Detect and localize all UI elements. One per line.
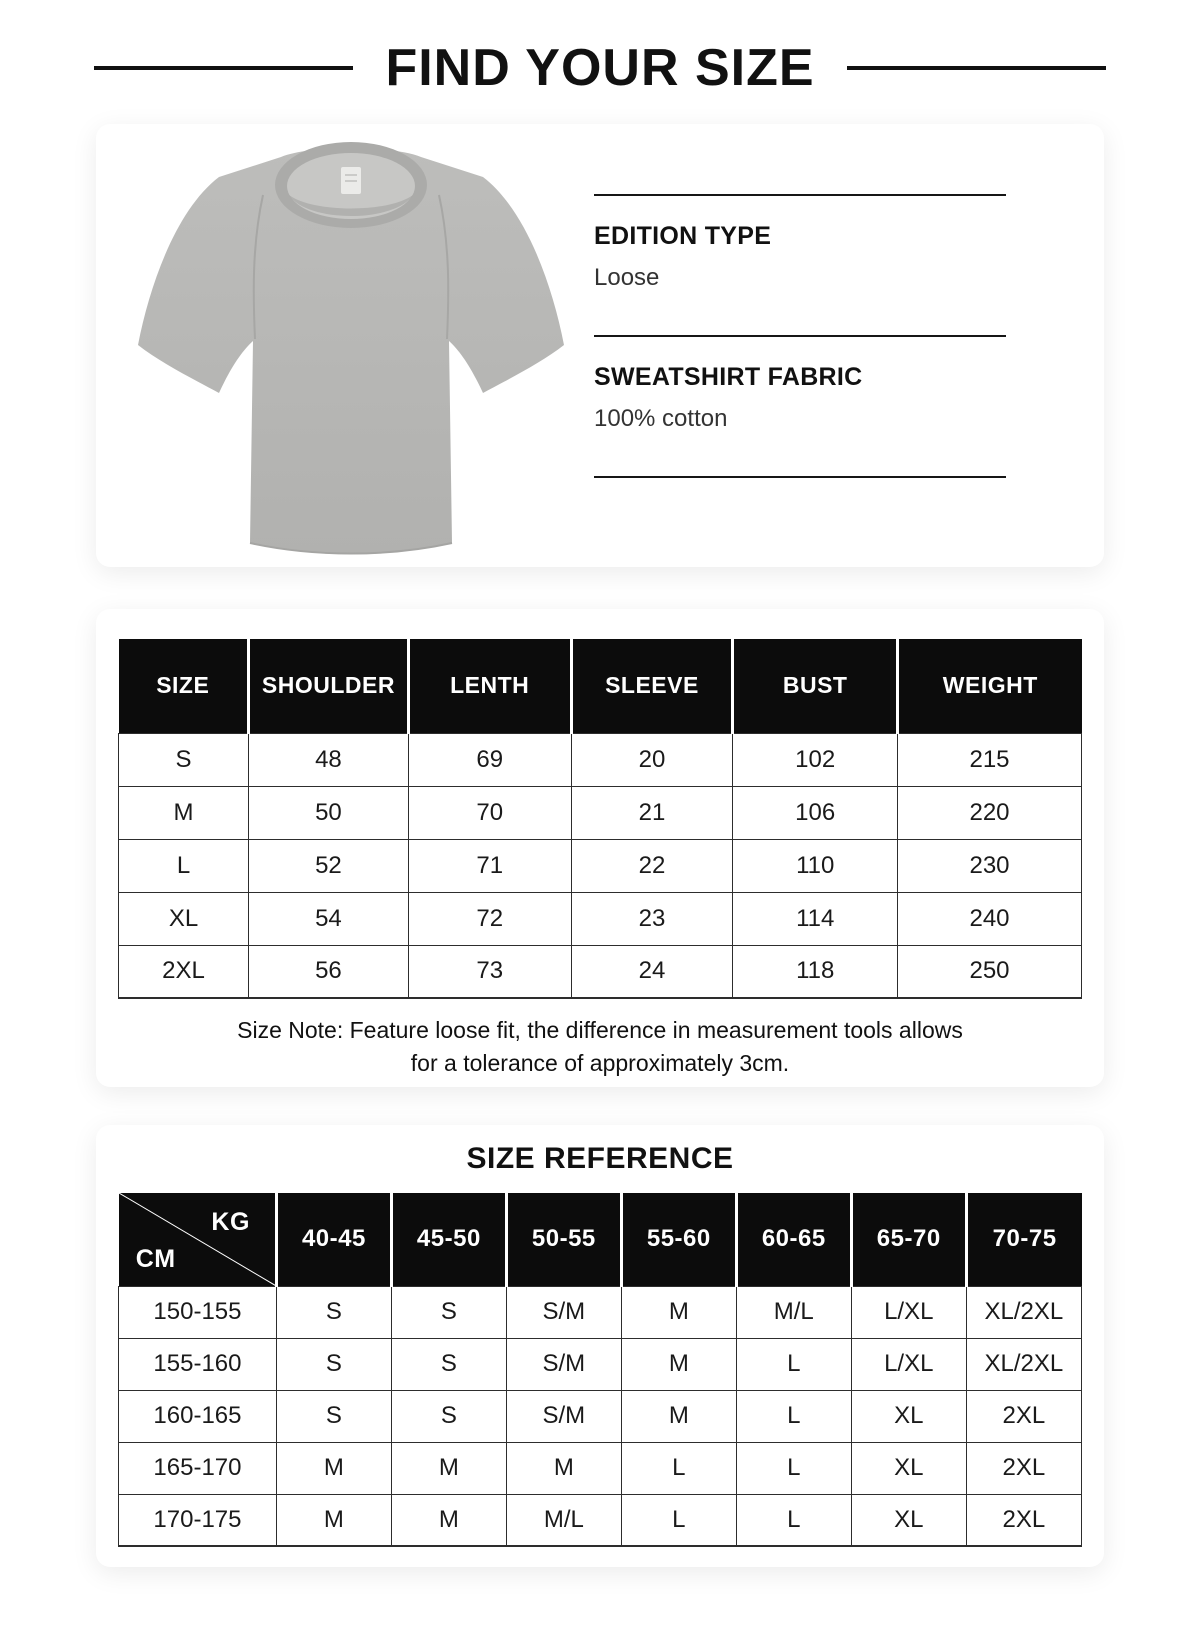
table-cell: 50 [249, 786, 409, 839]
spec-value: 100% cotton [594, 405, 728, 432]
table-row [119, 892, 1082, 945]
table-cell: 72 [408, 892, 571, 945]
table-cell: 21 [571, 786, 733, 839]
size-reference-card [96, 1125, 1104, 1567]
table-cell: M [276, 1442, 391, 1494]
table-cell: 48 [249, 733, 409, 786]
size-reference-title: SIZE REFERENCE [466, 1142, 734, 1175]
table-cell: S [119, 733, 249, 786]
col-header-bust: BUST [733, 639, 898, 733]
table-cell: S [276, 1390, 391, 1442]
spec-divider [594, 476, 1006, 478]
table-cell: 2XL [966, 1390, 1081, 1442]
table-row [119, 786, 1082, 839]
table-cell: 70 [408, 786, 571, 839]
spec-edition-type [594, 196, 1006, 335]
col-header-weight: WEIGHT [898, 639, 1082, 733]
size-reference-table [118, 1193, 1082, 1547]
table-cell: 114 [733, 892, 898, 945]
table-cell: 2XL [119, 945, 249, 998]
table-cell: 24 [571, 945, 733, 998]
table-cell: 71 [408, 839, 571, 892]
table-cell: 215 [898, 733, 1082, 786]
table-cell: XL [851, 1442, 966, 1494]
table-cell: M/L [736, 1286, 851, 1338]
corner-cm-label: CM [135, 1245, 176, 1274]
table-cell: L [119, 839, 249, 892]
reference-header-row [119, 1193, 1082, 1286]
table-row [119, 1390, 1082, 1442]
col-header-lenth: LENTH [408, 639, 571, 733]
table-cell: 52 [249, 839, 409, 892]
table-row [119, 1442, 1082, 1494]
table-row [119, 839, 1082, 892]
table-cell: L [736, 1494, 851, 1546]
size-table [118, 639, 1082, 999]
table-cell: 250 [898, 945, 1082, 998]
product-card [96, 124, 1104, 567]
table-cell: M [119, 786, 249, 839]
col-header-weight-range: 55-60 [621, 1193, 736, 1286]
table-cell: 230 [898, 839, 1082, 892]
table-cell: 102 [733, 733, 898, 786]
table-cell: L [736, 1338, 851, 1390]
page-title-row [94, 38, 1106, 98]
table-cell: M [391, 1442, 506, 1494]
table-row [119, 1494, 1082, 1546]
table-cell: 54 [249, 892, 409, 945]
col-header-sleeve: SLEEVE [571, 639, 733, 733]
table-cell: S [276, 1286, 391, 1338]
table-cell: 73 [408, 945, 571, 998]
table-cell: 106 [733, 786, 898, 839]
table-cell: L/XL [851, 1338, 966, 1390]
table-cell: S [391, 1390, 506, 1442]
size-note-line1: Size Note: Feature loose fit, the difference in measurement tools allows [237, 1017, 963, 1043]
spec-value: Loose [594, 264, 660, 291]
table-cell: M [621, 1338, 736, 1390]
spec-label: SWEATSHIRT FABRIC [594, 363, 863, 391]
row-label-height-range: 150-155 [119, 1286, 277, 1338]
table-row [119, 1338, 1082, 1390]
table-cell: S/M [506, 1286, 621, 1338]
table-cell: XL/2XL [966, 1338, 1081, 1390]
table-cell: 23 [571, 892, 733, 945]
size-table-header-row [119, 639, 1082, 733]
table-cell: XL [851, 1494, 966, 1546]
size-table-card [96, 609, 1104, 1087]
col-header-weight-range: 50-55 [506, 1193, 621, 1286]
table-cell: 2XL [966, 1494, 1081, 1546]
col-header-size: SIZE [119, 639, 249, 733]
tshirt-image [131, 133, 571, 558]
table-cell: M [621, 1286, 736, 1338]
corner-kg-label: KG [211, 1207, 250, 1236]
col-header-weight-range: 40-45 [276, 1193, 391, 1286]
col-header-weight-range: 65-70 [851, 1193, 966, 1286]
size-note [118, 1014, 1082, 1080]
size-note-line2: for a tolerance of approximately 3cm. [410, 1050, 790, 1076]
table-cell: M [391, 1494, 506, 1546]
table-cell: 56 [249, 945, 409, 998]
table-row [119, 1286, 1082, 1338]
table-cell: L [736, 1442, 851, 1494]
table-row [119, 945, 1082, 998]
table-cell: 118 [733, 945, 898, 998]
table-cell: S/M [506, 1338, 621, 1390]
table-cell: 2XL [966, 1442, 1081, 1494]
table-cell: S/M [506, 1390, 621, 1442]
spec-fabric [594, 337, 1006, 476]
table-cell: 22 [571, 839, 733, 892]
tshirt-illustration [131, 133, 571, 558]
table-cell: L [621, 1494, 736, 1546]
col-header-weight-range: 45-50 [391, 1193, 506, 1286]
table-cell: S [276, 1338, 391, 1390]
col-header-shoulder: SHOULDER [249, 639, 409, 733]
table-cell: M/L [506, 1494, 621, 1546]
table-cell: L [736, 1390, 851, 1442]
table-cell: M [276, 1494, 391, 1546]
table-cell: L/XL [851, 1286, 966, 1338]
page-title: FIND YOUR SIZE [385, 39, 815, 97]
title-divider-left [94, 66, 353, 70]
table-cell: 240 [898, 892, 1082, 945]
table-cell: XL [119, 892, 249, 945]
col-header-weight-range: 60-65 [736, 1193, 851, 1286]
table-cell: 110 [733, 839, 898, 892]
table-cell: 69 [408, 733, 571, 786]
row-label-height-range: 170-175 [119, 1494, 277, 1546]
row-label-height-range: 165-170 [119, 1442, 277, 1494]
table-cell: 220 [898, 786, 1082, 839]
table-cell: M [506, 1442, 621, 1494]
row-label-height-range: 155-160 [119, 1338, 277, 1390]
table-cell: XL [851, 1390, 966, 1442]
title-divider-right [847, 66, 1106, 70]
table-cell: S [391, 1338, 506, 1390]
table-cell: XL/2XL [966, 1286, 1081, 1338]
table-cell: 20 [571, 733, 733, 786]
table-row [119, 733, 1082, 786]
spec-label: EDITION TYPE [594, 222, 772, 250]
corner-header-cell [119, 1193, 277, 1286]
product-specs [594, 124, 1006, 567]
row-label-height-range: 160-165 [119, 1390, 277, 1442]
table-cell: S [391, 1286, 506, 1338]
table-cell: L [621, 1442, 736, 1494]
table-cell: M [621, 1390, 736, 1442]
col-header-weight-range: 70-75 [966, 1193, 1081, 1286]
